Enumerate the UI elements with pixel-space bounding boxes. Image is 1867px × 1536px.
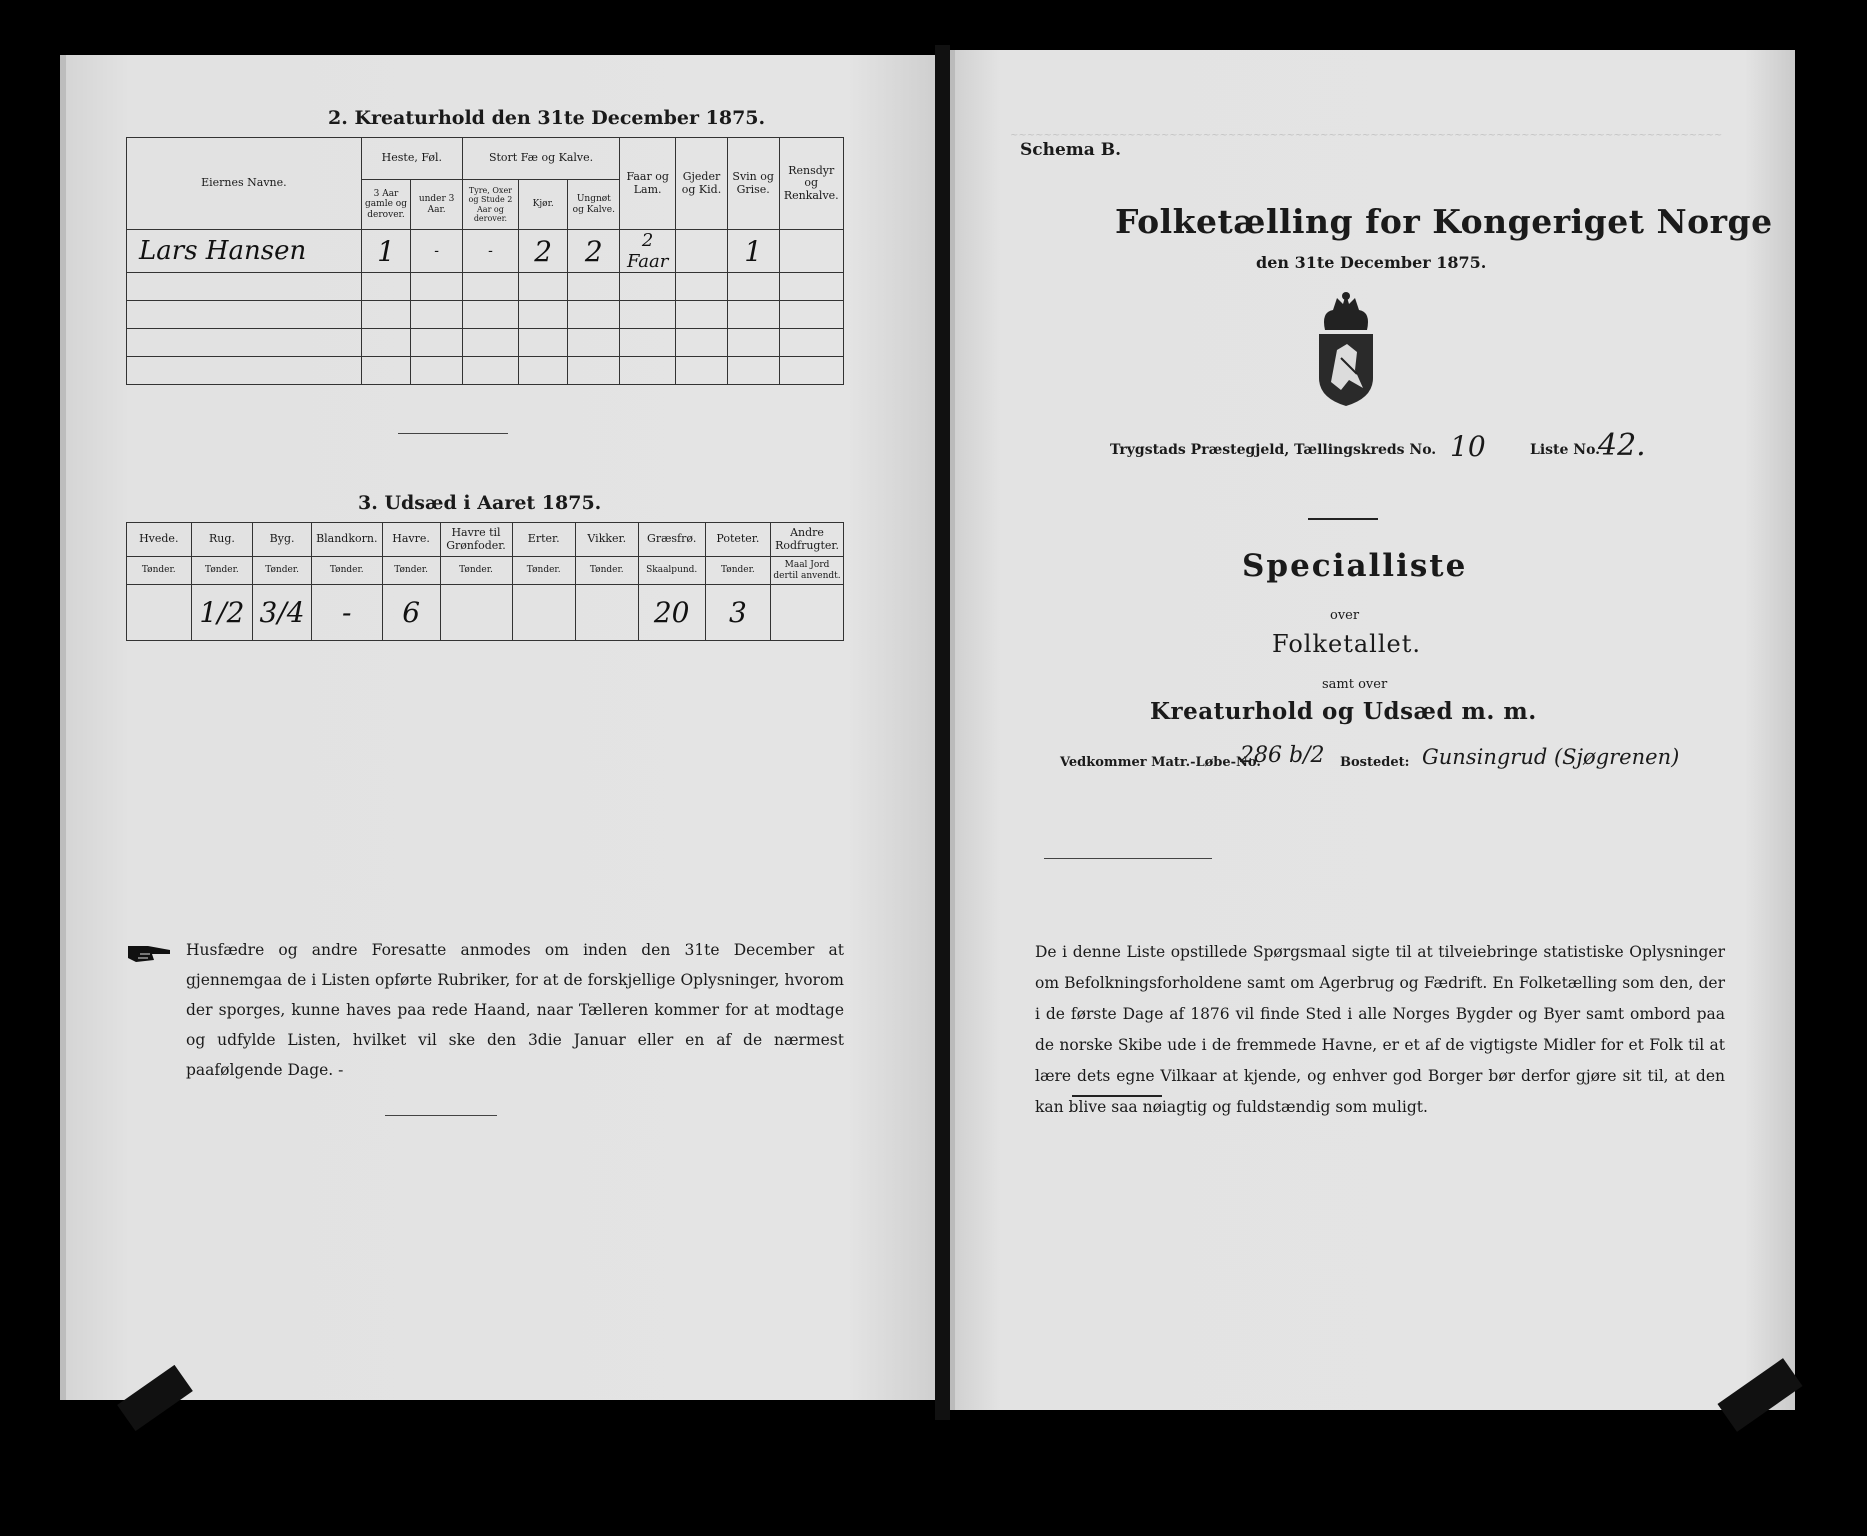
norway-coat-of-arms-icon bbox=[1311, 290, 1381, 414]
header-horses: Heste, Føl. bbox=[361, 138, 462, 180]
owner-name: Lars Hansen bbox=[127, 230, 362, 273]
over-label: over bbox=[1330, 608, 1360, 623]
sowing-unit: Maal Jord dertil anvendt. bbox=[771, 557, 844, 585]
cell-goats bbox=[676, 230, 728, 273]
right-page bbox=[950, 50, 1795, 1410]
header-young-cattle: Ungnøt og Kalve. bbox=[568, 180, 620, 230]
sowing-header: Erter. bbox=[512, 523, 575, 557]
special-list-title: Specialliste bbox=[1242, 548, 1468, 584]
bosted-value: Gunsingrud (Sjøgrenen) bbox=[1422, 745, 1680, 769]
table-row bbox=[127, 357, 844, 385]
sowing-unit: Skaalpund. bbox=[638, 557, 705, 585]
divider bbox=[1044, 858, 1212, 859]
sowing-header: Poteter. bbox=[705, 523, 770, 557]
sowing-unit: Tønder. bbox=[127, 557, 192, 585]
matr-value: 286 b/2 bbox=[1240, 743, 1325, 768]
table-row bbox=[127, 230, 844, 273]
table-row bbox=[127, 585, 844, 641]
page-subtitle: den 31te December 1875. bbox=[1256, 253, 1487, 272]
cell-sheep: 2 Faar bbox=[620, 230, 676, 273]
sowing-value: 20 bbox=[638, 585, 705, 641]
binding-gutter bbox=[935, 45, 950, 1420]
section2-title: 2. Kreaturhold den 31te December 1875. bbox=[328, 107, 766, 129]
list-label: Liste No. bbox=[1530, 442, 1601, 458]
divider bbox=[398, 433, 508, 434]
header-owner: Eiernes Navne. bbox=[127, 138, 362, 230]
right-page-edge bbox=[950, 50, 955, 1410]
sowing-value bbox=[440, 585, 512, 641]
divider bbox=[385, 1115, 497, 1116]
bleed-through: ~~~~~~~~~~~~~~~~~~~~~~~~~~~~~~~~~~~~~~~~~~~~~~~~~~~~~~~~~~~~~~~~~~~~~~~~~~~~~~~~~~~~~ bbox=[1010, 130, 1723, 141]
sowing-header: Byg. bbox=[253, 523, 312, 557]
sowing-header: Blandkorn. bbox=[311, 523, 382, 557]
sowing-unit: Tønder. bbox=[512, 557, 575, 585]
sowing-header: Andre Rodfrugter. bbox=[771, 523, 844, 557]
sowing-header: Rug. bbox=[191, 523, 253, 557]
header-pigs: Svin og Grise. bbox=[727, 138, 779, 230]
left-page-edge bbox=[60, 55, 66, 1400]
livestock-table bbox=[126, 137, 844, 385]
section3-title: 3. Udsæd i Aaret 1875. bbox=[358, 492, 602, 514]
purpose-notice: De i denne Liste opstillede Spørgsmaal sigte til at tilveiebringe statistiske Oplysninger om Befolkningsforholdene samt om Agerbrug og Fædrift. En Folketælling som den, der i de første Dage af 1876 vil finde Sted i alle Norges Bygder og Byer samt ombord paa de norske Skibe ude i de fremmede Havne, er et af de vigtigste Midler for et Folk til at lære dets egne Vilkaar at kjende, og enhver god Borger bør derfor gjøre sit til, at den kan blive saa nøiagtig og fuldstændig som muligt. bbox=[1035, 943, 1725, 1116]
matr-label: Vedkommer Matr.-Løbe-No. bbox=[1060, 755, 1261, 770]
sowing-table bbox=[126, 522, 844, 641]
cell-bulls: - bbox=[462, 230, 518, 273]
sowing-header: Havre til Grønfoder. bbox=[440, 523, 512, 557]
sowing-unit: Tønder. bbox=[191, 557, 253, 585]
header-cows: Kjør. bbox=[518, 180, 568, 230]
sowing-value bbox=[512, 585, 575, 641]
sowing-value: 6 bbox=[382, 585, 440, 641]
header-horses-old: 3 Aar gamle og derover. bbox=[361, 180, 411, 230]
header-goats: Gjeder og Kid. bbox=[676, 138, 728, 230]
sowing-unit: Tønder. bbox=[705, 557, 770, 585]
parish-label: Trygstads Præstegjeld, Tællingskreds No. bbox=[1110, 442, 1437, 458]
header-cattle: Stort Fæ og Kalve. bbox=[462, 138, 619, 180]
bosted-label: Bostedet: bbox=[1340, 755, 1410, 770]
page-title: Folketælling for Kongeriget Norge bbox=[1115, 202, 1773, 241]
sowing-header-row bbox=[127, 523, 844, 557]
pointing-hand-icon bbox=[126, 940, 174, 970]
sowing-value: 3/4 bbox=[253, 585, 312, 641]
sowing-header: Vikker. bbox=[575, 523, 638, 557]
sowing-unit: Tønder. bbox=[440, 557, 512, 585]
sowing-unit: Tønder. bbox=[253, 557, 312, 585]
cell-young-cattle: 2 bbox=[568, 230, 620, 273]
sowing-unit: Tønder. bbox=[575, 557, 638, 585]
folketallet-label: Folketallet. bbox=[1272, 630, 1421, 658]
cell-horses-young: - bbox=[411, 230, 463, 273]
sowing-value: - bbox=[311, 585, 382, 641]
sowing-unit-row bbox=[127, 557, 844, 585]
livestock-sowing-label: Kreaturhold og Udsæd m. m. bbox=[1150, 698, 1537, 725]
sowing-value: 1/2 bbox=[191, 585, 253, 641]
sowing-value bbox=[575, 585, 638, 641]
divider bbox=[1308, 518, 1378, 520]
sowing-unit: Tønder. bbox=[311, 557, 382, 585]
table-row bbox=[127, 301, 844, 329]
header-horses-young: under 3 Aar. bbox=[411, 180, 463, 230]
cell-pigs: 1 bbox=[727, 230, 779, 273]
table-row bbox=[127, 273, 844, 301]
cell-reindeer bbox=[779, 230, 843, 273]
sowing-header: Græsfrø. bbox=[638, 523, 705, 557]
sowing-value: 3 bbox=[705, 585, 770, 641]
list-number: 42. bbox=[1598, 428, 1646, 463]
cell-cows: 2 bbox=[518, 230, 568, 273]
samt-over-label: samt over bbox=[1322, 677, 1388, 692]
sowing-header: Havre. bbox=[382, 523, 440, 557]
divider bbox=[1072, 1095, 1162, 1097]
table-row bbox=[127, 329, 844, 357]
cell-horses-old: 1 bbox=[361, 230, 411, 273]
header-reindeer: Rensdyr og Renkalve. bbox=[779, 138, 843, 230]
sowing-unit: Tønder. bbox=[382, 557, 440, 585]
district-number: 10 bbox=[1450, 430, 1486, 463]
sowing-header: Hvede. bbox=[127, 523, 192, 557]
sowing-value bbox=[127, 585, 192, 641]
header-bulls: Tyre, Oxer og Stude 2 Aar og derover. bbox=[462, 180, 518, 230]
header-sheep: Faar og Lam. bbox=[620, 138, 676, 230]
schema-label: Schema B. bbox=[1020, 140, 1122, 160]
sowing-value bbox=[771, 585, 844, 641]
household-notice: Husfædre og andre Foresatte anmodes om inden den 31te December at gjennemgaa de i Listen opførte Rubriker, for at de forskjellige Oplysninger, hvorom der sporges, kunne haves paa rede Haand, naar Tælleren kommer for at modtage og udfylde Listen, hvilket vil ske den 3die Januar eller en af de nærmest paafølgende Dage. - bbox=[186, 941, 844, 1079]
left-page bbox=[60, 55, 935, 1400]
